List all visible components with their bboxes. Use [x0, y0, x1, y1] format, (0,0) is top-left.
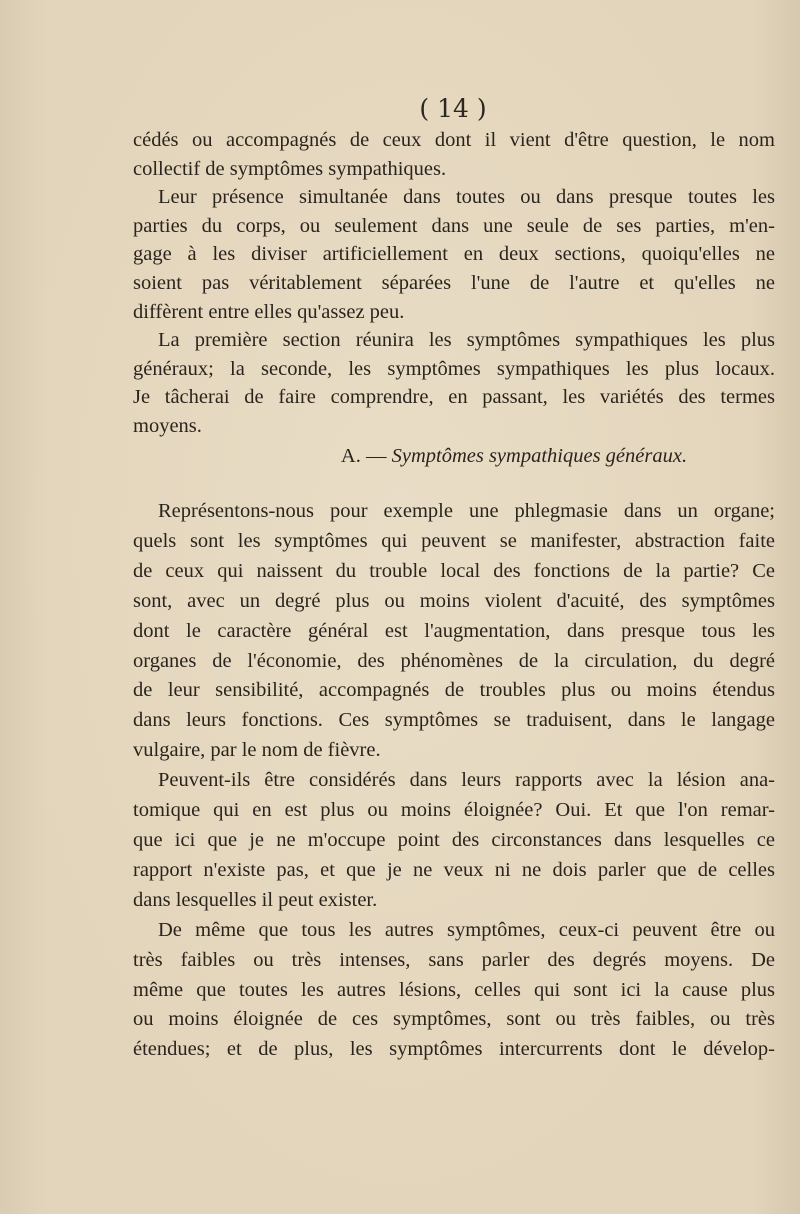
text-line: moyens.	[133, 414, 202, 437]
text-line: diffèrent entre elles qu'assez peu.	[133, 300, 405, 323]
text-line: généraux; la seconde, les symptômes sympathiques les plus locaux.	[133, 357, 775, 380]
text-line: tomique qui en est plus ou moins éloignée? Oui. Et que l'on remar-	[133, 799, 775, 822]
text-line: cédés ou accompagnés de ceux dont il vient d'être question, le nom	[133, 129, 775, 151]
section-heading-prefix: A. —	[340, 444, 392, 467]
text-line: dans lesquelles il peut exister.	[133, 888, 378, 911]
text-line: De même que tous les autres symptômes, ceux-ci peuvent être ou	[158, 918, 775, 941]
text-line: Leur présence simultanée dans toutes ou dans presque toutes les	[158, 186, 775, 209]
text-line: dont le caractère général est l'augmentation, dans presque tous les	[133, 619, 775, 642]
text-block-1	[133, 126, 775, 470]
text-line: quels sont les symptômes qui peuvent se manifester, abstraction faite	[133, 529, 775, 552]
text-line: gage à les diviser artificiellement en deux sections, quoiqu'elles ne	[133, 243, 775, 266]
text-line: Peuvent-ils être considérés dans leurs rapports avec la lésion ana-	[158, 769, 775, 792]
text-line: ou moins éloignée de ces symptômes, sont ou très faibles, ou très	[133, 1008, 775, 1031]
text-line: Représentons-nous pour exemple une phlegmasie dans un organe;	[158, 500, 775, 522]
text-line: même que toutes les autres lésions, celles qui sont ici la cause plus	[133, 978, 775, 1001]
text-line: collectif de symptômes sympathiques.	[133, 157, 447, 180]
text-line: dans leurs fonctions. Ces symptômes se traduisent, dans le langage	[133, 709, 775, 732]
text-line: La première section réunira les symptômes sympathiques les plus	[158, 329, 775, 352]
section-heading-title: Symptômes sympathiques généraux.	[391, 444, 688, 467]
text-line: organes de l'économie, des phénomènes de la circulation, du degré	[133, 649, 775, 672]
text-line: parties du corps, ou seulement dans une seule de ses parties, m'en-	[133, 214, 775, 237]
text-line: soient pas véritablement séparées l'une de l'autre et qu'elles ne	[133, 271, 775, 294]
text-line: sont, avec un degré plus ou moins violent d'acuité, des symptômes	[133, 589, 775, 612]
text-line: très faibles ou très intenses, sans parler des degrés moyens. De	[133, 948, 775, 971]
text-line: vulgaire, par le nom de fièvre.	[133, 739, 381, 762]
text-line: que ici que je ne m'occupe point des circonstances dans lesquelles ce	[133, 828, 775, 851]
text-line: de ceux qui naissent du trouble local des fonctions de la partie? Ce	[133, 559, 775, 582]
text-line: Je tâcherai de faire comprendre, en passant, les variétés des termes	[133, 386, 775, 409]
page-number: ( 14 )	[419, 94, 487, 123]
text-line: rapport n'existe pas, et que je ne veux ni ne dois parler que de celles	[133, 858, 775, 881]
section-heading	[133, 442, 775, 471]
text-line: étendues; et de plus, les symptômes intercurrents dont le dévelop-	[133, 1038, 775, 1061]
text-block-2	[133, 497, 775, 1065]
text-line: de leur sensibilité, accompagnés de troubles plus ou moins étendus	[133, 679, 775, 702]
